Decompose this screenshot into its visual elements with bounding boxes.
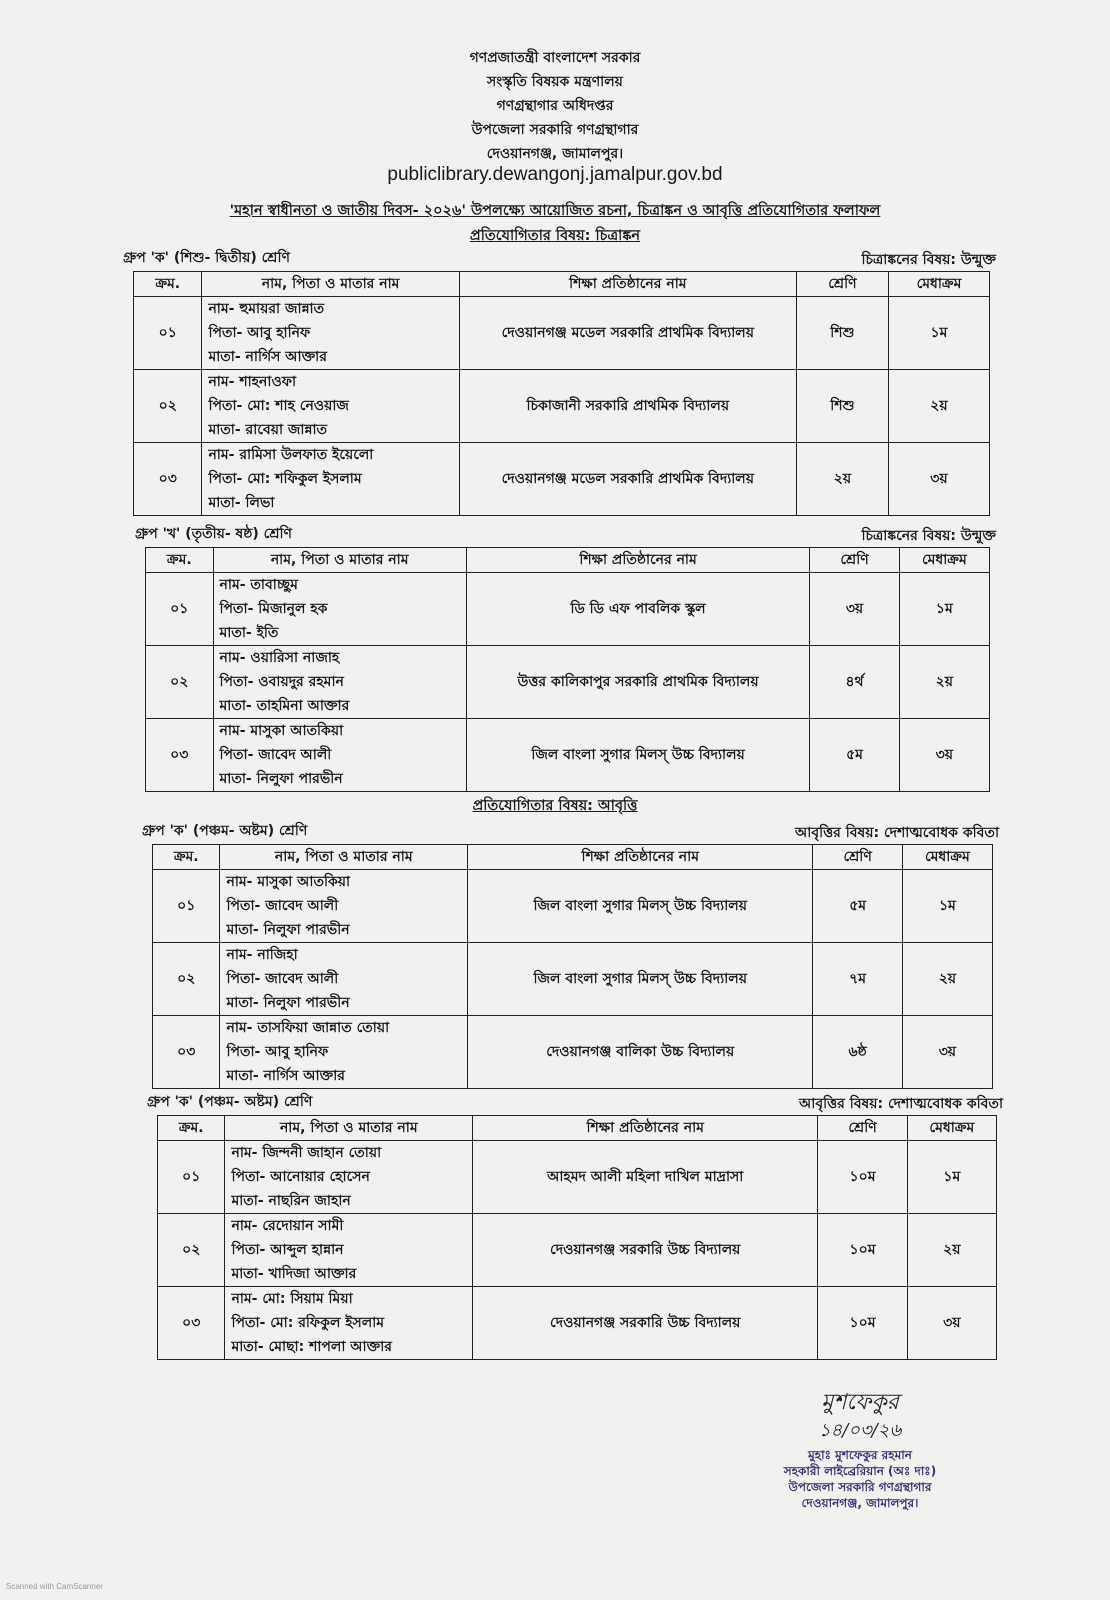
column-header: শ্রেণি <box>818 1116 907 1141</box>
father-name: পিতা- আব্দুল হান্নান <box>231 1242 344 1258</box>
mother-name: মাতা- মোছা: শাপলা আক্তার <box>231 1339 392 1355</box>
institution-cell: দেওয়ানগঞ্জ সরকারি উচ্চ বিদ্যালয় <box>473 1287 818 1360</box>
mother-name: মাতা- খাদিজা আক্তার <box>231 1266 357 1282</box>
class-cell: ১০ম <box>818 1141 907 1214</box>
column-header: নাম, পিতা ও মাতার নাম <box>202 272 459 297</box>
column-header: নাম, পিতা ও মাতার নাম <box>220 845 468 870</box>
rank-cell: ৩য় <box>899 719 989 792</box>
serial-cell: ০২ <box>134 370 202 443</box>
participant-name: নাম- রেদোয়ান সামী <box>231 1218 344 1234</box>
participant-cell <box>202 443 459 516</box>
group-label: গ্রুপ 'ক' (পঞ্চম- অষ্টম) শ্রেণি <box>147 1094 313 1110</box>
group-topic: আবৃত্তির বিষয়: দেশাত্মবোধক কবিতা <box>799 1096 1003 1112</box>
participant-cell <box>220 870 468 943</box>
participant-cell <box>220 943 468 1016</box>
class-cell: ৭ম <box>813 943 902 1016</box>
table-header-row <box>134 272 990 297</box>
participant-name: নাম- মাসুকা আতকিয়া <box>226 874 351 890</box>
rank-cell: ১ম <box>899 573 989 646</box>
mother-name: মাতা- নাছরিন জাহান <box>231 1193 351 1209</box>
signature-date: ১৪/০৩/২৬ <box>818 1420 902 1441</box>
participant-cell <box>220 1016 468 1089</box>
serial-cell: ০১ <box>146 573 214 646</box>
father-name: পিতা- জাবেদ আলী <box>219 747 332 763</box>
stamp-office: উপজেলা সরকারি গণগ্রন্থাগার <box>788 1480 932 1494</box>
mother-name: মাতা- ইতি <box>219 625 279 641</box>
rank-cell: ২য় <box>888 370 989 443</box>
group-topic: আবৃত্তির বিষয়: দেশাত্মবোধক কবিতা <box>795 825 999 841</box>
class-cell: ৬ষ্ঠ <box>813 1016 902 1089</box>
serial-cell: ০৩ <box>134 443 202 516</box>
mother-name: মাতা- নিলুফা পারভীন <box>219 771 343 787</box>
father-name: পিতা- আবু হানিফ <box>226 1044 329 1060</box>
class-cell: ৫ম <box>810 719 899 792</box>
column-header: শ্রেণি <box>796 272 888 297</box>
serial-cell: ০২ <box>158 1214 225 1287</box>
table-header-row <box>146 548 990 573</box>
table-row <box>146 719 990 792</box>
participant-name: নাম- তাবাচ্ছুম <box>219 577 298 593</box>
class-cell: ৪র্থ <box>810 646 899 719</box>
table-row <box>146 646 990 719</box>
group-label: গ্রুপ 'খ' (তৃতীয়- ষষ্ঠ) শ্রেণি <box>135 526 293 542</box>
participant-name: নাম- মো: সিয়াম মিয়া <box>231 1291 353 1307</box>
table-row <box>158 1287 997 1360</box>
rank-cell: ১ম <box>907 1141 996 1214</box>
father-name: পিতা- মো: শাহ নেওয়াজ <box>208 398 349 414</box>
table-header-row <box>158 1116 997 1141</box>
column-header: শিক্ষা প্রতিষ্ঠানের নাম <box>466 548 810 573</box>
stamp-place: দেওয়ানগঞ্জ, জামালপুর। <box>801 1496 919 1510</box>
table-row <box>134 370 990 443</box>
institution-cell: জিল বাংলা সুগার মিলস্ উচ্চ বিদ্যালয় <box>468 870 813 943</box>
father-name: পিতা- মো: শফিকুল ইসলাম <box>208 471 362 487</box>
column-header: মেধাক্রম <box>899 548 989 573</box>
column-header: ক্রম. <box>153 845 220 870</box>
serial-cell: ০২ <box>146 646 214 719</box>
participant-name: নাম- মাসুকা আতকিয়া <box>219 723 344 739</box>
header-ministry: সংস্কৃতি বিষয়ক মন্ত্রণালয় <box>487 74 623 90</box>
results-table <box>152 844 993 1089</box>
institution-cell: ডি ডি এফ পাবলিক স্কুল <box>466 573 810 646</box>
column-header: মেধাক্রম <box>888 272 989 297</box>
participant-cell <box>213 646 466 719</box>
participant-name: নাম- জিন্দনী জাহান তোয়া <box>231 1145 382 1161</box>
column-header: ক্রম. <box>134 272 202 297</box>
column-header: শিক্ষা প্রতিষ্ঠানের নাম <box>468 845 813 870</box>
participant-cell <box>225 1141 473 1214</box>
table-row <box>153 870 993 943</box>
mother-name: মাতা- নিলুফা পারভীন <box>226 922 350 938</box>
class-cell: ৫ম <box>813 870 902 943</box>
serial-cell: ০১ <box>158 1141 225 1214</box>
group-label: গ্রুপ 'ক' (শিশু- দ্বিতীয়) শ্রেণি <box>123 250 290 266</box>
institution-cell: আহমদ আলী মহিলা দাখিল মাদ্রাসা <box>473 1141 818 1214</box>
participant-name: নাম- নাজিহা <box>226 947 298 963</box>
institution-cell: উত্তর কালিকাপুর সরকারি প্রাথমিক বিদ্যালয় <box>466 646 810 719</box>
column-header: ক্রম. <box>158 1116 225 1141</box>
rank-cell: ৩য় <box>902 1016 992 1089</box>
header-location: দেওয়ানগঞ্জ, জামালপুর। <box>486 146 624 162</box>
class-cell: ৩য় <box>810 573 899 646</box>
serial-cell: ০৩ <box>146 719 214 792</box>
father-name: পিতা- আনোয়ার হোসেন <box>231 1169 370 1185</box>
class-cell: ২য় <box>796 443 888 516</box>
rank-cell: ২য় <box>902 943 992 1016</box>
results-table <box>145 547 990 792</box>
column-header: শিক্ষা প্রতিষ্ঠানের নাম <box>473 1116 818 1141</box>
participant-cell <box>202 370 459 443</box>
father-name: পিতা- আবু হানিফ <box>208 325 311 341</box>
column-header: নাম, পিতা ও মাতার নাম <box>213 548 466 573</box>
father-name: পিতা- জাবেদ আলী <box>226 971 339 987</box>
table-row <box>146 573 990 646</box>
institution-cell: দেওয়ানগঞ্জ মডেল সরকারি প্রাথমিক বিদ্যালয় <box>459 443 796 516</box>
header-office: উপজেলা সরকারি গণগ্রন্থাগার <box>471 122 639 138</box>
column-header: শ্রেণি <box>813 845 902 870</box>
subject-recitation: প্রতিযোগিতার বিষয়: আবৃত্তি <box>472 798 638 814</box>
participant-cell <box>225 1287 473 1360</box>
handwritten-signature: মুশফেকুর <box>821 1390 899 1415</box>
participant-name: নাম- ওয়ারিসা নাজাহ <box>219 650 340 666</box>
column-header: ক্রম. <box>146 548 214 573</box>
scanner-footer: Scanned with CamScanner <box>6 1582 103 1591</box>
group-topic: চিত্রাঙ্কনের বিষয়: উন্মুক্ত <box>861 252 996 268</box>
header-government: গণপ্রজাতন্ত্রী বাংলাদেশ সরকার <box>469 50 641 66</box>
rank-cell: ২য় <box>907 1214 996 1287</box>
column-header: মেধাক্রম <box>907 1116 996 1141</box>
mother-name: মাতা- তাহমিনা আক্তার <box>219 698 350 714</box>
serial-cell: ০১ <box>134 297 202 370</box>
father-name: পিতা- জাবেদ আলী <box>226 898 339 914</box>
rank-cell: ৩য় <box>888 443 989 516</box>
column-header: নাম, পিতা ও মাতার নাম <box>225 1116 473 1141</box>
institution-cell: জিল বাংলা সুগার মিলস্ উচ্চ বিদ্যালয় <box>466 719 810 792</box>
participant-name: নাম- শাহনাওফা <box>208 374 297 390</box>
class-cell: শিশু <box>796 297 888 370</box>
table-row <box>158 1141 997 1214</box>
serial-cell: ০২ <box>153 943 220 1016</box>
participant-name: নাম- রামিসা উলফাত ইয়েলো <box>208 447 374 463</box>
table-row <box>134 443 990 516</box>
signature-block <box>760 1385 960 1511</box>
participant-cell <box>202 297 459 370</box>
institution-cell: দেওয়ানগঞ্জ বালিকা উচ্চ বিদ্যালয় <box>468 1016 813 1089</box>
document-title: 'মহান স্বাধীনতা ও জাতীয় দিবস- ২০২৬' উপলক্ষ্যে আয়োজিত রচনা, চিত্রাঙ্কন ও আবৃত্তি প্রতিযোগিতার ফলাফল <box>229 203 881 219</box>
results-table <box>133 271 990 516</box>
mother-name: মাতা- লিভা <box>208 495 275 511</box>
serial-cell: ০৩ <box>158 1287 225 1360</box>
mother-name: মাতা- রাবেয়া জান্নাত <box>208 422 328 438</box>
table-row <box>158 1214 997 1287</box>
mother-name: মাতা- নার্গিস আক্তার <box>208 349 327 365</box>
results-table <box>157 1115 997 1360</box>
header-website: publiclibrary.dewangonj.jamalpur.gov.bd <box>387 164 723 185</box>
participant-name: নাম- তাসফিয়া জান্নাত তোয়া <box>226 1020 390 1036</box>
table-header-row <box>153 845 993 870</box>
rank-cell: ৩য় <box>907 1287 996 1360</box>
participant-cell <box>225 1214 473 1287</box>
rank-cell: ১ম <box>888 297 989 370</box>
participant-name: নাম- হুমায়রা জান্নাত <box>208 301 325 317</box>
header-department: গণগ্রন্থাগার অধিদপ্তর <box>496 98 614 114</box>
rank-cell: ২য় <box>899 646 989 719</box>
mother-name: মাতা- নার্গিস আক্তার <box>226 1068 345 1084</box>
serial-cell: ০৩ <box>153 1016 220 1089</box>
stamp-name: মুহাঃ মুশফেকুর রহমান <box>808 1448 912 1462</box>
father-name: পিতা- ওবায়দুর রহমান <box>219 674 344 690</box>
table-row <box>134 297 990 370</box>
class-cell: ১০ম <box>818 1214 907 1287</box>
class-cell: ১০ম <box>818 1287 907 1360</box>
mother-name: মাতা- নিলুফা পারভীন <box>226 995 350 1011</box>
column-header: শিক্ষা প্রতিষ্ঠানের নাম <box>459 272 796 297</box>
class-cell: শিশু <box>796 370 888 443</box>
group-topic: চিত্রাঙ্কনের বিষয়: উন্মুক্ত <box>861 528 996 544</box>
participant-cell <box>213 719 466 792</box>
stamp-designation: সহকারী লাইব্রেরিয়ান (অঃ দাঃ) <box>783 1464 937 1478</box>
institution-cell: দেওয়ানগঞ্জ মডেল সরকারি প্রাথমিক বিদ্যালয় <box>459 297 796 370</box>
institution-cell: চিকাজানী সরকারি প্রাথমিক বিদ্যালয় <box>459 370 796 443</box>
institution-cell: দেওয়ানগঞ্জ সরকারি উচ্চ বিদ্যালয় <box>473 1214 818 1287</box>
father-name: পিতা- মিজানুল হক <box>219 601 328 617</box>
institution-cell: জিল বাংলা সুগার মিলস্ উচ্চ বিদ্যালয় <box>468 943 813 1016</box>
serial-cell: ০১ <box>153 870 220 943</box>
father-name: পিতা- মো: রফিকুল ইসলাম <box>231 1315 385 1331</box>
participant-cell <box>213 573 466 646</box>
table-row <box>153 1016 993 1089</box>
column-header: শ্রেণি <box>810 548 899 573</box>
group-label: গ্রুপ 'ক' (পঞ্চম- অষ্টম) শ্রেণি <box>142 823 308 839</box>
rank-cell: ১ম <box>902 870 992 943</box>
column-header: মেধাক্রম <box>902 845 992 870</box>
subject-drawing: প্রতিযোগিতার বিষয়: চিত্রাঙ্কন <box>469 228 641 244</box>
table-row <box>153 943 993 1016</box>
